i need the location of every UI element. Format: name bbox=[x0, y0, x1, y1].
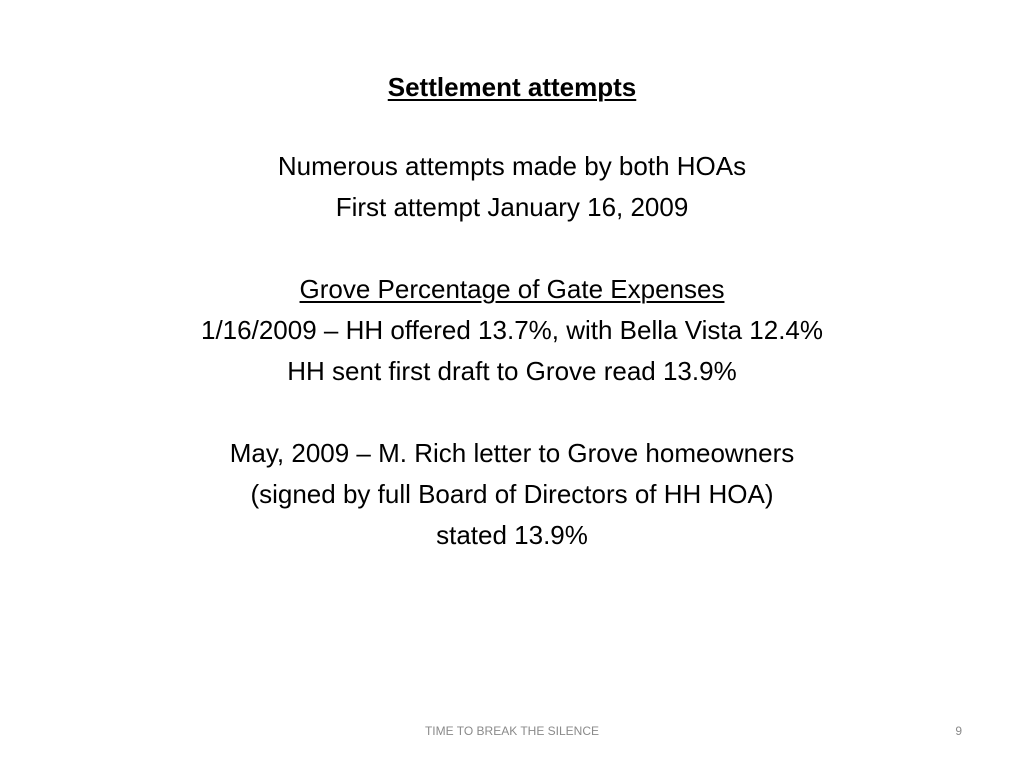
body-line-signed: (signed by full Board of Directors of HH HOA) bbox=[250, 479, 774, 509]
body-line-first-attempt: First attempt January 16, 2009 bbox=[335, 192, 689, 222]
section-heading-grove-percentage: Grove Percentage of Gate Expenses bbox=[299, 274, 725, 304]
body-line-hh-offer: 1/16/2009 – HH offered 13.7%, with Bella Vista 12.4% bbox=[201, 315, 823, 345]
body-line-letter: May, 2009 – M. Rich letter to Grove homeowners bbox=[229, 438, 795, 468]
slide-footer: TIME TO BREAK THE SILENCE bbox=[424, 724, 600, 738]
slide-title: Settlement attempts bbox=[387, 72, 637, 102]
body-line-stated: stated 13.9% bbox=[436, 520, 588, 550]
slide-number: 9 bbox=[955, 724, 962, 738]
body-line-first-draft: HH sent first draft to Grove read 13.9% bbox=[287, 356, 737, 386]
body-line-attempts: Numerous attempts made by both HOAs bbox=[277, 151, 747, 181]
